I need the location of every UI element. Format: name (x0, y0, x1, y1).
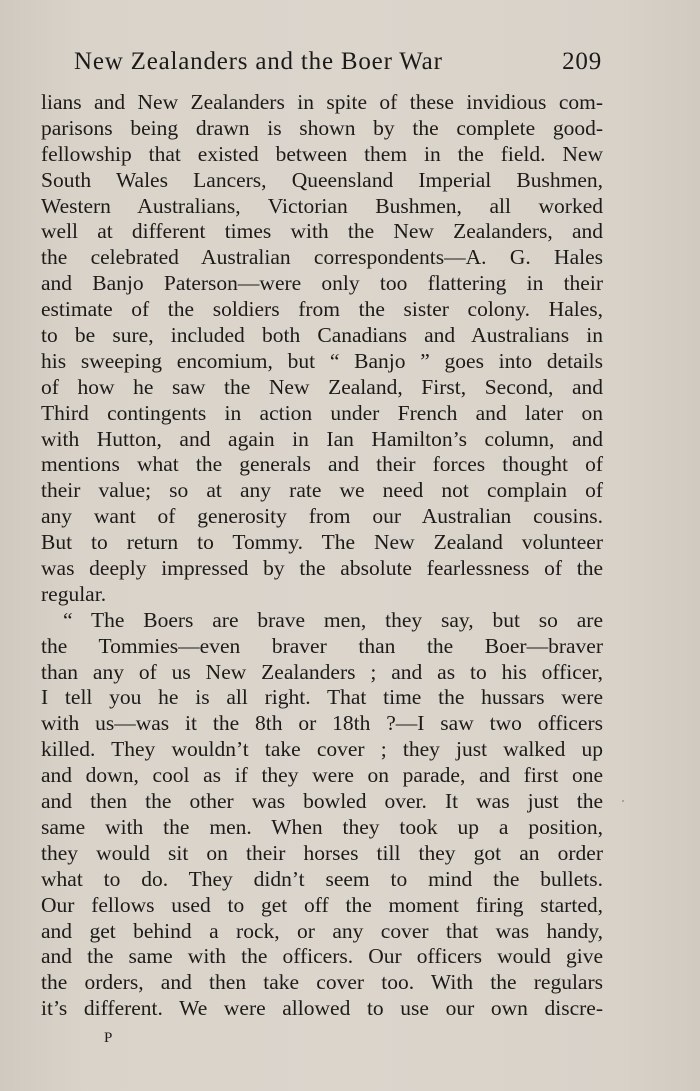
text-line: and Banjo Paterson—were only too flattering in their (41, 271, 603, 296)
text-line: estimate of the soldiers from the sister colony. Hales, (41, 297, 603, 322)
text-line: well at different times with the New Zealanders, and (41, 219, 603, 244)
text-line: lians and New Zealanders in spite of these invidious com- (41, 90, 603, 114)
text-line: was deeply impressed by the absolute fearlessness of the (41, 556, 603, 581)
body-text (41, 90, 603, 1022)
text-line: the orders, and then take cover too. With the regulars (41, 970, 603, 995)
text-line: it’s different. We were allowed to use our own discre- (41, 996, 603, 1021)
text-line: South Wales Lancers, Queensland Imperial Bushmen, (41, 167, 603, 192)
text-line: than any of us New Zealanders ; and as to his officer, (41, 659, 603, 684)
text-line: parisons being drawn is shown by the complete good- (41, 115, 603, 140)
text-line: and get behind a rock, or any cover that was handy, (41, 918, 603, 943)
running-header (74, 44, 602, 80)
text-line: their value; so at any rate we need not complain of (41, 478, 603, 503)
text-line: Our fellows used to get off the moment firing started, (41, 892, 603, 917)
page-number: 209 (562, 48, 602, 75)
text-line: with us—was it the 8th or 18th ?—I saw two officers (41, 711, 603, 736)
text-line: But to return to Tommy. The New Zealand volunteer (41, 530, 603, 555)
text-line: fellowship that existed between them in the field. New (41, 141, 603, 166)
text-line: regular. (41, 581, 107, 606)
signature-mark: P (104, 1030, 114, 1046)
text-line: of how he saw the New Zealand, First, Second, and (41, 374, 603, 399)
text-line: Third contingents in action under French and later on (41, 400, 603, 425)
text-line: they would sit on their horses till they got an order (41, 840, 603, 865)
text-line: and down, cool as if they were on parade, and first one (41, 763, 603, 788)
text-line: to be sure, included both Canadians and Australians in (41, 323, 603, 348)
text-line: killed. They wouldn’t take cover ; they just walked up (41, 737, 603, 762)
text-line: same with the men. When they took up a position, (41, 814, 603, 839)
text-line: mentions what the generals and their forces thought of (41, 452, 603, 477)
text-line: with Hutton, and again in Ian Hamilton’s column, and (41, 426, 603, 451)
text-line: “ The Boers are brave men, they say, but so are (63, 607, 603, 632)
text-line: Western Australians, Victorian Bushmen, all worked (41, 193, 603, 218)
running-title: New Zealanders and the Boer War (74, 48, 443, 75)
text-line: his sweeping encomium, but “ Banjo ” goes into details (41, 348, 603, 373)
text-line: and then the other was bowled over. It was just the (41, 789, 603, 814)
text-line: the Tommies—even braver than the Boer—braver (41, 633, 603, 658)
text-line: and the same with the officers. Our officers would give (41, 944, 603, 969)
paper-speck (622, 800, 624, 802)
text-line: the celebrated Australian correspondents—A. G. Hales (41, 245, 603, 270)
text-line: any want of generosity from our Australian cousins. (41, 504, 603, 529)
text-line: I tell you he is all right. That time the hussars were (41, 685, 603, 710)
text-line: what to do. They didn’t seem to mind the bullets. (41, 866, 603, 891)
